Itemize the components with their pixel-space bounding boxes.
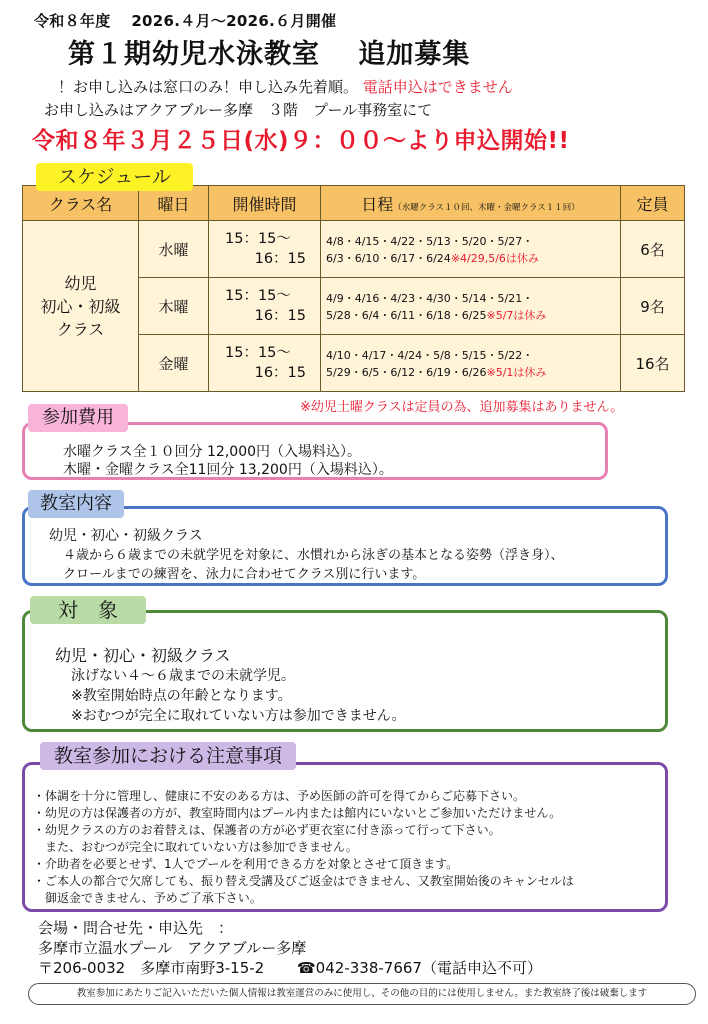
fee-line: 木曜・金曜クラス全11回分 13,200円（入場料込）。 [63,462,393,478]
dates-line [326,307,620,324]
postal-address: 〒206-0032 多摩市南野3-15-2 [38,959,265,977]
content-section [22,506,668,586]
application-place: お申し込みはアクアブルー多摩 ３階 プール事務室にて [44,101,433,119]
time-cell [209,278,321,335]
application-start: 令和８年３月２５日(水)９：００～より申込開始!! [32,128,570,154]
content-line: ４歳から６歳までの未就学児を対象に、水慣れから泳ぎの基本となる姿勢（浮き身）、 [63,548,564,563]
phone-number: ☎042-338-7667（電話申込不可） [297,959,542,977]
time-end: 16：15 [254,308,306,324]
dates-cell [321,221,621,278]
application-note-text: ！お申し込みは窓口のみ！申し込み先着順。 [58,78,359,96]
time-cell [209,335,321,392]
time-start: 15：15～ [225,288,291,304]
day-cell: 木曜 [139,278,209,335]
page-title: 第１期幼児水泳教室 追加募集 [68,39,471,70]
header-dates [321,186,621,221]
dates-cell [321,335,621,392]
notice-line: ・介助者を必要とせず、1人でプールを利用できる方を対象とさせて頂きます。 [33,857,459,871]
dates-line-text: 6/3・6/10・6/17・6/24 [326,252,451,265]
header-capacity: 定員 [621,186,685,221]
notice-label: 教室参加における注意事項 [40,742,296,770]
notice-line: ・ご本人の都合で欠席しても、振り替え受講及びご返金はできません、又教室開始後のキャンセルは [33,874,574,888]
header-dates-label: 日程 [361,194,394,214]
time-end: 16：15 [254,251,306,267]
notice-line: ・幼児クラスの方のお着替えは、保護者の方が必ず更衣室に付き添って行って下さい。 [33,823,501,837]
venue-name: 多摩市立温水プール アクアブルー多摩 [38,939,307,957]
target-line: ※教室開始時点の年齢となります。 [71,688,292,704]
no-phone-note: 電話申込はできません [362,78,513,96]
off-note: ※5/1は休み [486,366,547,379]
time-cell [209,221,321,278]
header-class: クラス名 [23,186,139,221]
privacy-note: 教室参加にあたりご記入いただいた個人情報は教室運営のみに使用し、その他の目的には使用しません。また教室終了後は破棄します [28,983,696,1005]
content-label: 教室内容 [28,490,124,518]
dates-line-text: 5/29・6/5・6/12・6/19・6/26 [326,366,487,379]
class-name-cell [23,221,139,392]
dates-line [326,250,620,267]
dates-line-text: 5/28・6/4・6/11・6/18・6/25 [326,309,487,322]
capacity-cell: 9名 [621,278,685,335]
target-line: 泳げない４～６歳までの未就学児。 [71,668,295,684]
address-line [38,958,542,978]
capacity-cell: 16名 [621,335,685,392]
notice-line: また、おむつが完全に取れていない方は参加できません。 [33,840,358,854]
notice-line: ・幼児の方は保護者の方が、教室時間内はプール内または館内にいないとご参加いただけません。 [33,806,562,820]
notice-section [22,762,668,912]
content-line: 幼児・初心・初級クラス [49,528,203,544]
schedule-table [22,185,685,392]
target-line: ※おむつが完全に取れていない方は参加できません。 [71,708,406,724]
period-text: 令和８年度 2026.４月～2026.６月開催 [34,12,337,30]
class-name-line: クラス [56,319,105,339]
target-section [22,610,668,732]
time-end: 16：15 [254,365,306,381]
time-start: 15：15～ [225,345,291,361]
dates-line: 4/10・4/17・4/24・5/8・5/15・5/22・ [326,349,534,362]
dates-cell [321,278,621,335]
day-cell: 水曜 [139,221,209,278]
fee-line: 水曜クラス全１０回分 12,000円（入場料込）。 [63,444,362,460]
time-start: 15：15～ [225,231,291,247]
header-time: 開催時間 [209,186,321,221]
dates-line: 4/9・4/16・4/23・4/30・5/14・5/21・ [326,292,534,305]
dates-line: 4/8・4/15・4/22・5/13・5/20・5/27・ [326,235,534,248]
class-name-line: 初心・初級 [40,296,121,316]
content-line: クロールまでの練習を、泳力に合わせてクラス別に行います。 [63,567,426,582]
dates-line [326,364,620,381]
table-row [23,221,685,278]
schedule-label: スケジュール [36,163,193,191]
notice-line: 御返金できません、予めご了承下さい。 [33,891,262,905]
off-note: ※4/29,5/6は休み [450,252,539,265]
off-note: ※5/7は休み [486,309,547,322]
notice-line: ・体調を十分に管理し、健康に不安のある方は、予め医師の許可を得てからご応募下さい。 [33,789,526,803]
header-day: 曜日 [139,186,209,221]
target-line: 幼児・初心・初級クラス [55,646,231,665]
fee-label: 参加費用 [28,404,128,432]
target-label: 対 象 [30,596,146,624]
class-name-line: 幼児 [64,273,97,293]
contact-info [38,918,542,978]
application-note [58,76,513,97]
saturday-class-note: ※幼児土曜クラスは定員の為、追加募集はありません。 [300,400,624,415]
capacity-cell: 6名 [621,221,685,278]
header-dates-note: （水曜クラス１０回、木曜・金曜クラス１１回） [393,202,580,213]
contact-heading: 会場・問合せ先・申込先 ： [38,919,234,937]
day-cell: 金曜 [139,335,209,392]
